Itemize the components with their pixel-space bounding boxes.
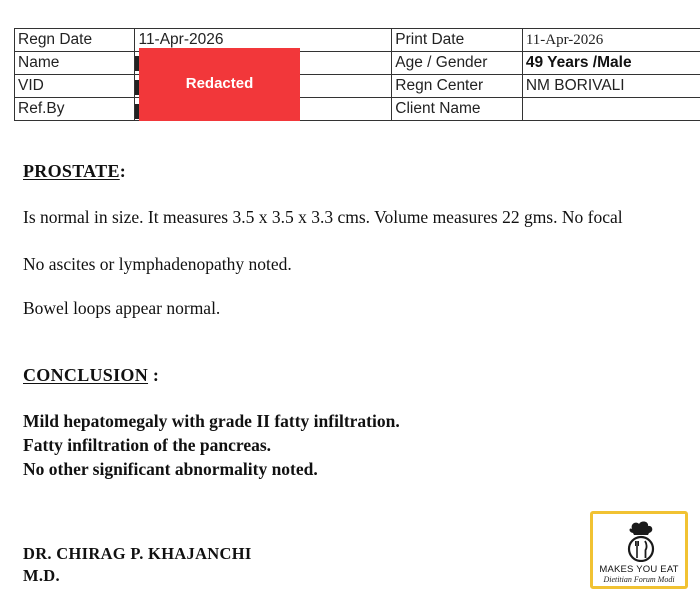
- chef-plate-icon: [621, 520, 661, 562]
- prostate-heading: [23, 161, 126, 182]
- doctor-degree: M.D.: [23, 566, 60, 585]
- age-gender-value: 49 Years /Male: [522, 52, 700, 75]
- conclusion-heading: [23, 365, 159, 386]
- vid-label: VID: [15, 75, 135, 98]
- conclusion-list: [23, 409, 400, 481]
- print-date-value: 11-Apr-2026: [522, 29, 700, 52]
- redaction-box: [139, 48, 300, 121]
- client-name-value: [522, 98, 700, 121]
- name-label: Name: [15, 52, 135, 75]
- ref-by-label: Ref.By: [15, 98, 135, 121]
- conclusion-line: Fatty infiltration of the pancreas.: [23, 435, 272, 455]
- finding-ascites: No ascites or lymphadenopathy noted.: [23, 254, 292, 274]
- prostate-heading-text: PROSTATE: [23, 161, 120, 181]
- conclusion-heading-text: CONCLUSION: [23, 365, 149, 385]
- patient-info-table: [14, 28, 700, 121]
- regn-center-value: NM BORIVALI: [522, 75, 700, 98]
- conclusion-line: Mild hepatomegaly with grade II fatty infiltration.: [23, 411, 400, 431]
- watermark-subtitle: Dietitian Forum Modi: [603, 575, 675, 584]
- prostate-heading-colon: :: [119, 161, 127, 181]
- info-row-name: [15, 52, 700, 75]
- prostate-text: Is normal in size. It measures 3.5 x 3.5 x 3.3 cms. Volume measures 22 gms. No focal: [23, 207, 623, 227]
- doctor-name: DR. CHIRAG P. KHAJANCHI: [23, 544, 252, 563]
- conclusion-heading-colon: :: [152, 365, 160, 385]
- watermark-logo: [590, 511, 688, 589]
- info-row-regn-date: [15, 29, 700, 52]
- client-name-label: Client Name: [392, 98, 523, 121]
- info-row-vid: [15, 75, 700, 98]
- regn-center-label: Regn Center: [392, 75, 523, 98]
- conclusion-line: No other significant abnormality noted.: [23, 459, 318, 479]
- print-date-label: Print Date: [392, 29, 523, 52]
- watermark-title: MAKES YOU EAT: [599, 564, 679, 575]
- regn-date-value: 11-Apr-2026: [135, 29, 392, 52]
- age-gender-label: Age / Gender: [392, 52, 523, 75]
- finding-bowel: Bowel loops appear normal.: [23, 298, 221, 318]
- redaction-label: Redacted: [185, 75, 254, 92]
- signature-block: [23, 543, 252, 587]
- info-row-ref-by: [15, 98, 700, 121]
- regn-date-label: Regn Date: [15, 29, 135, 52]
